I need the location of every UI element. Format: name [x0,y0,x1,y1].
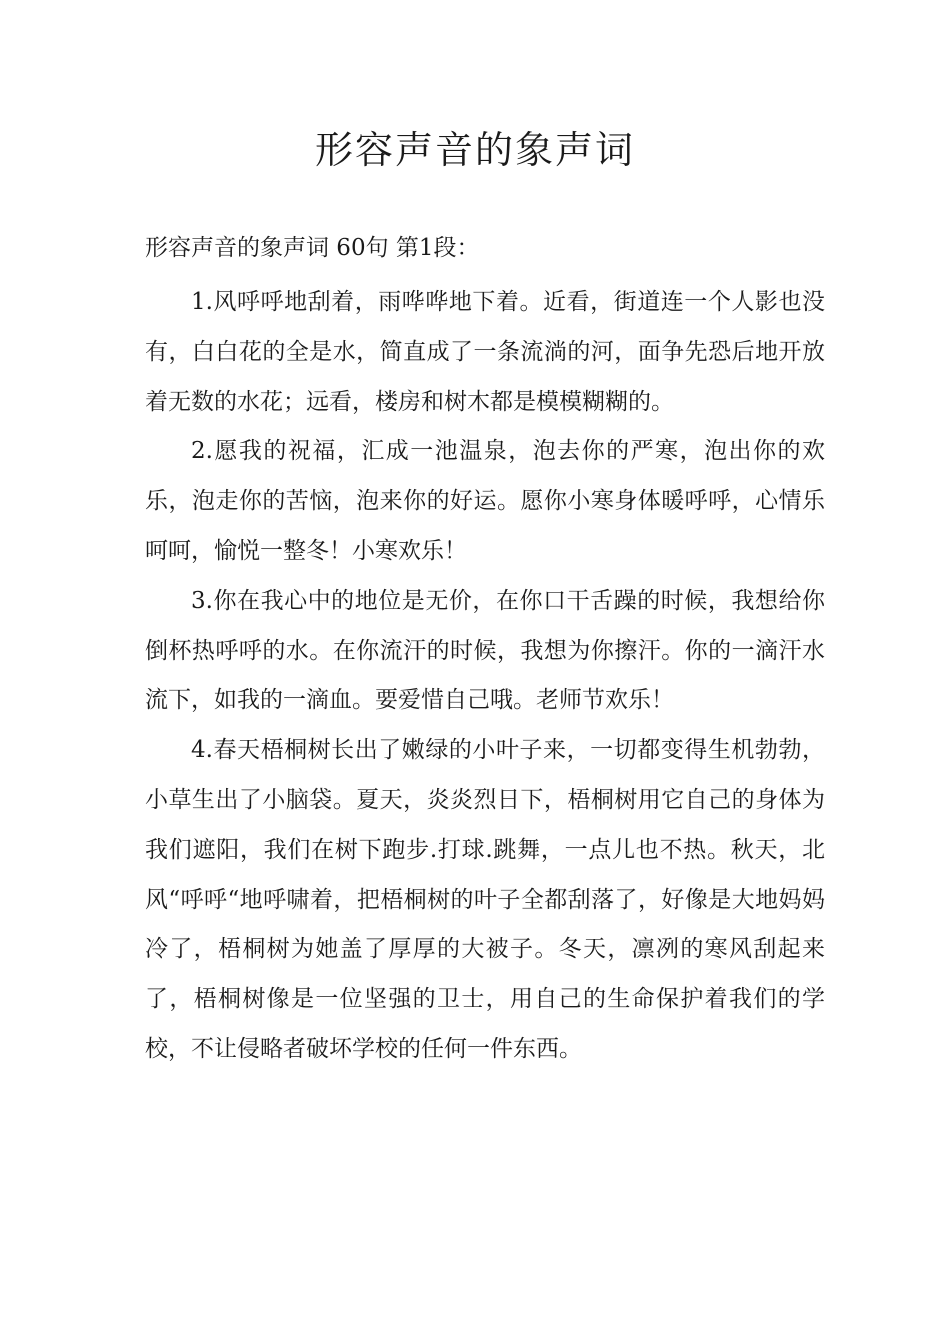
paragraph-3: 3.你在我心中的地位是无价，在你口干舌躁的时候，我想给你倒杯热呼呼的水。在你流汗的时候，我想为你擦汗。你的一滴汗水流下，如我的一滴血。要爱惜自己哦。老师节欢乐！ [145,587,825,714]
page-title: 形容声音的象声词 [314,128,635,172]
paragraph-1: 1.风呼呼地刮着，雨哗哗地下着。近看，街道连一个人影也没有，白白花的全是水，简直成了一条流淌的河，面争先恐后地开放着无数的水花；远看，楼房和树木都是模模糊糊的。 [145,289,825,415]
paragraph-4: 4.春天梧桐树长出了嫩绿的小叶子来，一切都变得生机勃勃，小草生出了小脑袋。夏天，炎炎烈日下，梧桐树用它自己的身体为我们遮阳，我们在树下跑步.打球.跳舞，一点儿也不热。秋天，北风“呼呼“地呼啸着，把梧桐树的叶子全都刮落了，好像是大地妈妈冷了，梧桐树为她盖了厚厚的大被子。冬天，凛冽的寒风刮起来了，梧桐树像是一位坚强的卫士，用自己的生命保护着我们的学校，不让侵略者破坏学校的任何一件东西。 [145,737,825,1062]
document-subtitle: 形容声音的象声词 60句 第1段： [145,235,480,261]
paragraph-2: 2.愿我的祝福，汇成一池温泉，泡去你的严寒，泡出你的欢乐，泡走你的苦恼，泡来你的好运。愿你小寒身体暖呼呼，心情乐呵呵，愉悦一整冬！小寒欢乐！ [145,438,825,564]
document-body [145,278,825,1075]
